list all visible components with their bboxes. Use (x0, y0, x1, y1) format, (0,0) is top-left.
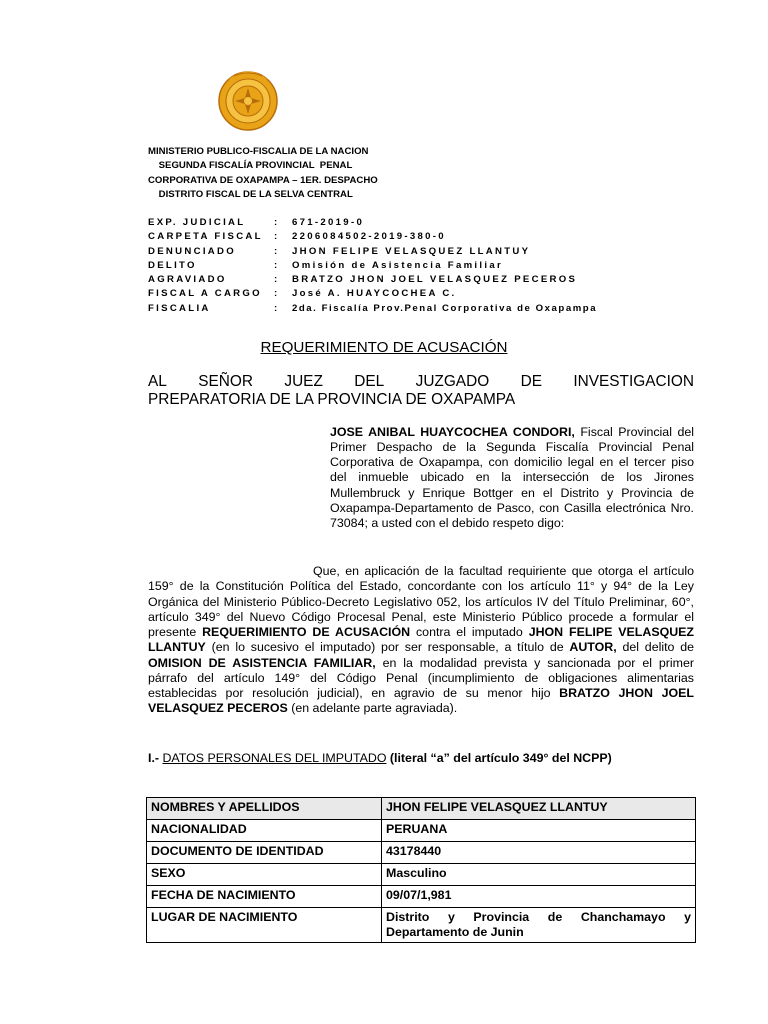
paragraph-text: Que, en aplicación de la facultad requiriente que otorga el artículo 159° de la Constitución Política del Estado, concordante con los artículo 11° y 94° de la Ley Orgánica del Ministerio Público-Decreto Legislativo 052, los artículos IV del Título Preliminar, 60°, artículo 349° del Nuevo Código Procesal Penal, este Ministerio Público procede a formular el presente (148, 564, 694, 639)
table-cell-label: NACIONALIDAD (147, 820, 382, 842)
case-row: DELITO : Omisión de Asistencia Familiar (148, 259, 597, 273)
addressee-line-2: PREPARATORIA DE LA PROVINCIA DE OXAPAMPA (148, 391, 516, 408)
table-cell-value: Masculino (382, 864, 696, 886)
paragraph-text: contra el imputado (410, 625, 529, 639)
table-row (147, 908, 696, 943)
case-value: José A. HUAYCOCHEA C. (292, 288, 457, 300)
table-row (147, 820, 696, 842)
addressee-word: INVESTIGACION (573, 373, 694, 390)
document-title (0, 339, 768, 356)
table-cell-value: JHON FELIPE VELASQUEZ LLANTUY (382, 798, 696, 820)
case-value: JHON FELIPE VELASQUEZ LLANTUY (292, 245, 531, 257)
addressee (148, 373, 694, 409)
case-label: DENUNCIADO (148, 245, 237, 257)
section-heading (148, 750, 694, 766)
main-paragraph (148, 564, 694, 717)
table-cell-label: LUGAR DE NACIMIENTO (147, 908, 382, 943)
addressee-word: AL (148, 373, 167, 390)
paragraph-bold: JHON FELIPE VELASQUEZ LLANTUY (148, 625, 695, 655)
personal-data-table (146, 797, 696, 943)
table-row (147, 798, 696, 820)
case-label: FISCALIA (148, 302, 211, 314)
institution-line: CORPORATIVA DE OXAPAMPA – 1ER. DESPACHO (148, 174, 378, 186)
section-note: (literal “a” del artículo 349° del NCPP) (386, 751, 612, 765)
case-label: AGRAVIADO (148, 274, 227, 286)
document-title-text: REQUERIMIENTO DE ACUSACIÓN (260, 339, 508, 356)
paragraph-text: (en adelante parte agraviada). (287, 701, 458, 716)
addressee-word: DEL (354, 373, 385, 390)
intro-paragraph (330, 425, 694, 531)
case-label: CARPETA FISCAL (148, 231, 263, 243)
table-row (147, 842, 696, 864)
case-value: 2da. Fiscalía Prov.Penal Corporativa de Oxapampa (292, 302, 598, 314)
ministerio-seal-icon (216, 68, 280, 132)
paragraph-bold: REQUERIMIENTO DE ACUSACIÓN (202, 625, 411, 639)
table-row (147, 886, 696, 908)
table-row (147, 864, 696, 886)
case-value: BRATZO JHON JOEL VELASQUEZ PECEROS (292, 274, 578, 286)
paragraph-bold: OMISION DE ASISTENCIA FAMILIAR, (148, 655, 376, 670)
addressee-line-1 (148, 373, 694, 391)
case-label: DELITO (148, 259, 197, 271)
section-number: I.- (148, 751, 163, 765)
intro-text: Fiscal Provincial del Primer Despacho de la Segunda Fiscalía Provincial Penal Corporativa de Oxapampa, con domicilio legal en el tercer piso del inmueble ubicado en la intersección de los Jirones Mullembruck y Enrique Bottger en el Distrito y Provincia de Oxapampa-Departamento de Pasco, con Casilla electrónica Nro. 73084; a usted con el debido respeto digo: (330, 425, 694, 530)
case-row: AGRAVIADO : BRATZO JHON JOEL VELASQUEZ PECEROS (148, 273, 597, 287)
case-row: EXP. JUDICIAL : 671-2019-0 (148, 216, 597, 230)
table-cell-value: 43178440 (382, 842, 696, 864)
case-row: FISCAL A CARGO : José A. HUAYCOCHEA C. (148, 287, 597, 301)
paragraph-text: del delito de (616, 640, 694, 655)
case-info-block (148, 216, 597, 316)
addressee-word: JUEZ (284, 373, 323, 390)
table-cell-label: NOMBRES Y APELLIDOS (147, 798, 382, 820)
table-cell-value: PERUANA (382, 820, 696, 842)
institution-line: SEGUNDA FISCALÍA PROVINCIAL PENAL (148, 160, 353, 172)
case-value: 671-2019-0 (292, 217, 365, 228)
addressee-word: JUZGADO (415, 373, 490, 390)
institution-line: DISTRITO FISCAL DE LA SELVA CENTRAL (148, 189, 353, 201)
institution-heading (148, 145, 378, 203)
table-cell-label: DOCUMENTO DE IDENTIDAD (147, 842, 382, 864)
table-cell-value: 09/07/1,981 (382, 886, 696, 908)
paragraph-bold: BRATZO JHON JOEL VELASQUEZ PECEROS (148, 686, 694, 716)
addressee-word: DE (520, 373, 542, 390)
case-row: FISCALIA : 2da. Fiscalía Prov.Penal Corporativa de Oxapampa (148, 302, 597, 316)
table-cell-label: FECHA DE NACIMIENTO (147, 886, 382, 908)
case-value: 2206084502-2019-380-0 (292, 231, 446, 243)
case-row: CARPETA FISCAL : 2206084502-2019-380-0 (148, 230, 597, 244)
case-label: FISCAL A CARGO (148, 288, 262, 300)
institution-line: MINISTERIO PUBLICO-FISCALIA DE LA NACION (148, 146, 369, 157)
addressee-word: SEÑOR (198, 373, 253, 390)
paragraph-text: (en lo sucesivo el imputado) por ser responsable, a título de (205, 640, 570, 655)
case-value: Omisión de Asistencia Familiar (292, 259, 503, 271)
case-row: DENUNCIADO : JHON FELIPE VELASQUEZ LLANTUY (148, 245, 597, 259)
paragraph-bold: AUTOR, (569, 640, 617, 655)
table-cell-label: SEXO (147, 864, 382, 886)
paragraph-text: en la modalidad prevista y sancionada por el primer párrafo del artículo 149° del Código Penal (incumplimiento de obligaciones alimentarias establecidas por resolución judicial), en agravio de su menor hijo (148, 655, 694, 700)
table-cell-value: Distrito y Provincia de Chanchamayo y Departamento de Junin (382, 908, 696, 943)
prosecutor-name: JOSE ANIBAL HUAYCOCHEA CONDORI, (330, 425, 575, 439)
section-title: DATOS PERSONALES DEL IMPUTADO (162, 751, 387, 765)
case-label: EXP. JUDICIAL (148, 217, 246, 228)
